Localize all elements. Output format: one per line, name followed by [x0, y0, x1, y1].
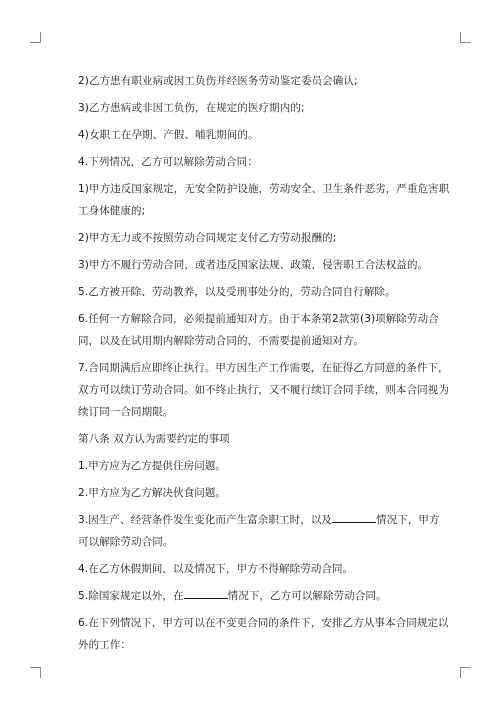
crop-mark-bottom-right [460, 667, 471, 678]
paragraph-text: 情况下，甲方可以解除劳动合同。 [78, 514, 440, 548]
crop-mark-top-left [30, 32, 41, 43]
crop-mark-top-right [460, 32, 471, 43]
paragraph: 1.甲方应为乙方提供住房问题。 [78, 460, 227, 472]
paragraph: 3)甲方不履行劳动合同，或者违反国家法规、政策，侵害职工合法权益的。 [78, 259, 429, 271]
paragraph-with-blank [78, 509, 450, 553]
fill-in-blank[interactable] [184, 588, 228, 599]
paragraph: 2.甲方应为乙方解决伙食问题。 [78, 487, 227, 499]
paragraph-text: 3.因生产、经营条件发生变化而产生富余职工时，以及 [78, 514, 333, 526]
paragraph-text: 情况下，乙方可以解除劳动合同。 [227, 590, 387, 602]
fill-in-blank[interactable] [332, 512, 376, 523]
paragraph-with-blank [78, 585, 450, 607]
paragraph: 2)乙方患有职业病或因工负伤并经医务劳动鉴定委员会确认; [78, 75, 358, 87]
paragraph: 4.下列情况，乙方可以解除劳动合同： [78, 156, 258, 168]
paragraph: 6.任何一方解除合同，必须提前通知对方。由于本条第2款第(3)项解除劳动合同，以及在试用期内解除劳动合同的，不需要提前通知对方。 [78, 313, 439, 347]
paragraph-text: 5.除国家规定以外，在 [78, 590, 184, 602]
paragraph: 6.在下列情况下，甲方可以在不变更合同的条件下，安排乙方从事本合同规定以外的工作： [78, 617, 449, 651]
document-body [78, 70, 450, 661]
paragraph: 7.合同期满后应即终止执行。甲方因生产工作需要，在征得乙方同意的条件下，双方可以续订劳动合同。如不终止执行，又不履行续订合同手续，则本合同视为续订同一合同期限。 [78, 362, 449, 418]
paragraph: 2)甲方无力或不按照劳动合同规定支付乙方劳动报酬的; [78, 232, 337, 244]
crop-mark-bottom-left [30, 667, 41, 678]
paragraph: 1)甲方违反国家规定，无安全防护设施，劳动安全、卫生条件恶劣，严重危害职工身体健康的; [78, 183, 450, 217]
paragraph: 5.乙方被开除、劳动教养，以及受刑事处分的，劳动合同自行解除。 [78, 286, 396, 298]
paragraph: 3)乙方患病或非因工负伤，在规定的医疗期内的; [78, 102, 305, 114]
section-heading: 第八条 双方认为需要约定的事项 [78, 433, 230, 445]
paragraph: 4)女职工在孕期、产假、哺乳期间的。 [78, 129, 259, 141]
paragraph: 4.在乙方休假期间，以及情况下，甲方不得解除劳动合同。 [78, 563, 354, 575]
